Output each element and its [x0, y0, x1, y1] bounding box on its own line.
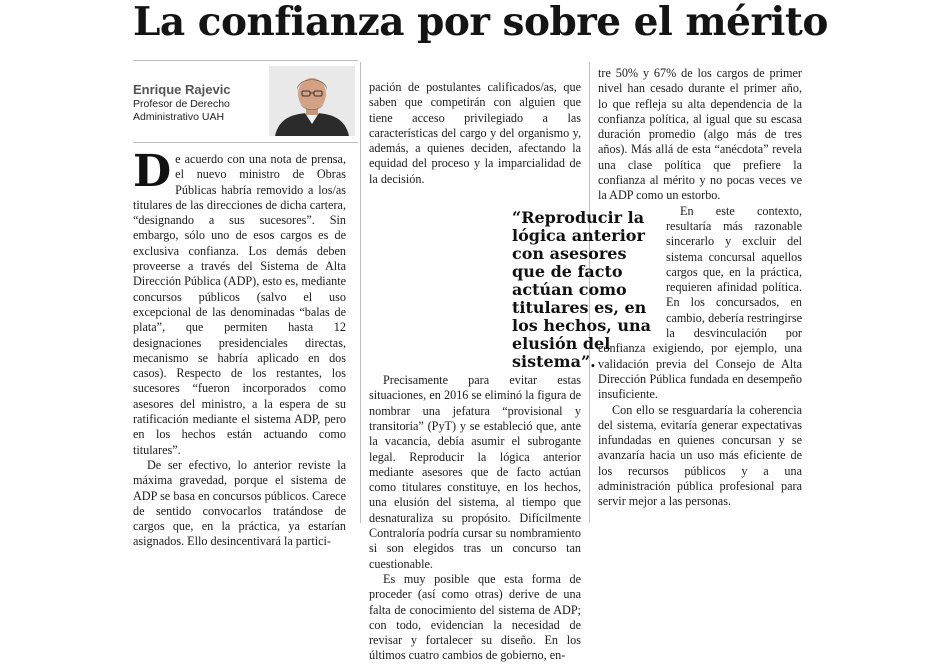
- top-rule: [133, 60, 358, 61]
- column-2-paragraph-2-text: Precisamente para evitar estas situaciones, en 2016 se eliminó la figura de nombrar una jefatura “provisional y transitoria” (PyT) y se estableció que, ante la vacancia, debía asumir el subrogante legal. Reproducir la lógica anterior mediante asesores que de facto actúan como titulares constituye, en los hechos, una elusión del sistema, al tiempo que desnaturaliza su propósito. Difícilmente Contraloría podría cursar su nombramiento si son elegidos tras un concurso tan cuestionable.: [369, 373, 581, 571]
- column-divider-left: [360, 62, 361, 523]
- column-1-paragraph-1-text: e acuerdo con una nota de prensa, el nuevo ministro de Obras Públicas habría removido a los/as titulares de las direcciones de dicha cartera, “designando a sus sucesores”. Sin embargo, sólo uno de esos cargos es de exclusiva confianza. Los demás deben proveerse a través del Sistema de Alta Dirección Pública (ADP), esto es, mediante concursos públicos (salvo el uso excepcional de las denominadas “balas de plata”, que permiten hasta 12 designaciones presidenciales directas, mecanismo se habría aplicado en dos casos). Respecto de los restantes, los sucesores “fueron incorporados como asesores del ministro, a la espera de su ratificación mediante el sistema ADP, pero en los hechos están actuando como titulares”.: [133, 152, 346, 457]
- author-portrait-image: [269, 66, 355, 136]
- drop-cap: D: [133, 146, 172, 197]
- column-3-paragraph-2-text: En este contexto, resultaría más razonable sincerarlo y excluir del sistema concursal aquellos cargos que, en la práctica, requieren afinidad política. En los concursados, en cambio, debería restringirse la desvinculación por confianza exigiendo, por ejemplo, una validación previa del Consejo de Alta Dirección Pública fundada en desempeño insuficiente.: [598, 203, 802, 402]
- author-bottom-rule: [133, 142, 358, 143]
- author-role: [133, 98, 230, 123]
- article-column-3: [598, 66, 802, 510]
- author-role-line1: Profesor de Derecho: [133, 98, 230, 110]
- column-2-paragraph-3: Es muy posible que esta forma de proceder (así como otras) derive de una falta de conocimiento del sistema de ADP; con todo, evidencian la necesidad de revisar y fortalecer su diseño. En los últimos cuatro cambios de gobierno, en-: [369, 571, 581, 663]
- author-photo: [269, 66, 355, 136]
- pull-quote-spacer-right: [598, 204, 660, 332]
- column-2-paragraph-1: pación de postulantes calificados/as, que saben que competirán con alguien que tiene acceso privilegiado a las características del cargo y del organismo y, además, a quienes deciden, afectando la equidad del proceso y la imparcialidad de la decisión.: [369, 80, 581, 186]
- article-column-1: [133, 146, 346, 550]
- pull-quote: “Reproducir la lógica anterior con asesores que de facto actúan como titulares es, en los hechos, una elusión del sistema”.: [512, 208, 651, 371]
- author-name: Enrique Rajevic: [133, 82, 231, 97]
- column-3-paragraph-3: Con ello se resguardaría la coherencia del sistema, evitaría generar expectativas infundadas en quienes concursan y se avanzaría hacia un uso más eficiente de los recursos públicos y a una administración pública profesional para servir mejor a las personas.: [598, 402, 802, 509]
- author-role-line2: Administrativo UAH: [133, 110, 225, 123]
- column-1-paragraph-2: De ser efectivo, lo anterior reviste la máxima gravedad, porque el sistema de ADP se basa en concursos públicos. Carece de sentido convocarlos tratándose de cargos que, en la práctica, ya estarían asignados. Ello desincentivará la partici-: [133, 457, 346, 549]
- column-1-paragraph-1: [133, 146, 346, 458]
- column-3-paragraph-1: tre 50% y 67% de los cargos de primer nivel han cesado durante el primer año, lo que refleja su alta dependencia de la confianza política, al igual que su escasa duración promedio (algo más de tres años). Más allá de esta “anécdota” revela una clase política que prefiere la confianza al mérito y no pocas veces ve la ADP como un estorbo.: [598, 66, 802, 203]
- headline: La confianza por sobre el mérito: [133, 0, 828, 45]
- article-column-2: [369, 80, 581, 664]
- column-3-paragraph-2: [598, 204, 802, 403]
